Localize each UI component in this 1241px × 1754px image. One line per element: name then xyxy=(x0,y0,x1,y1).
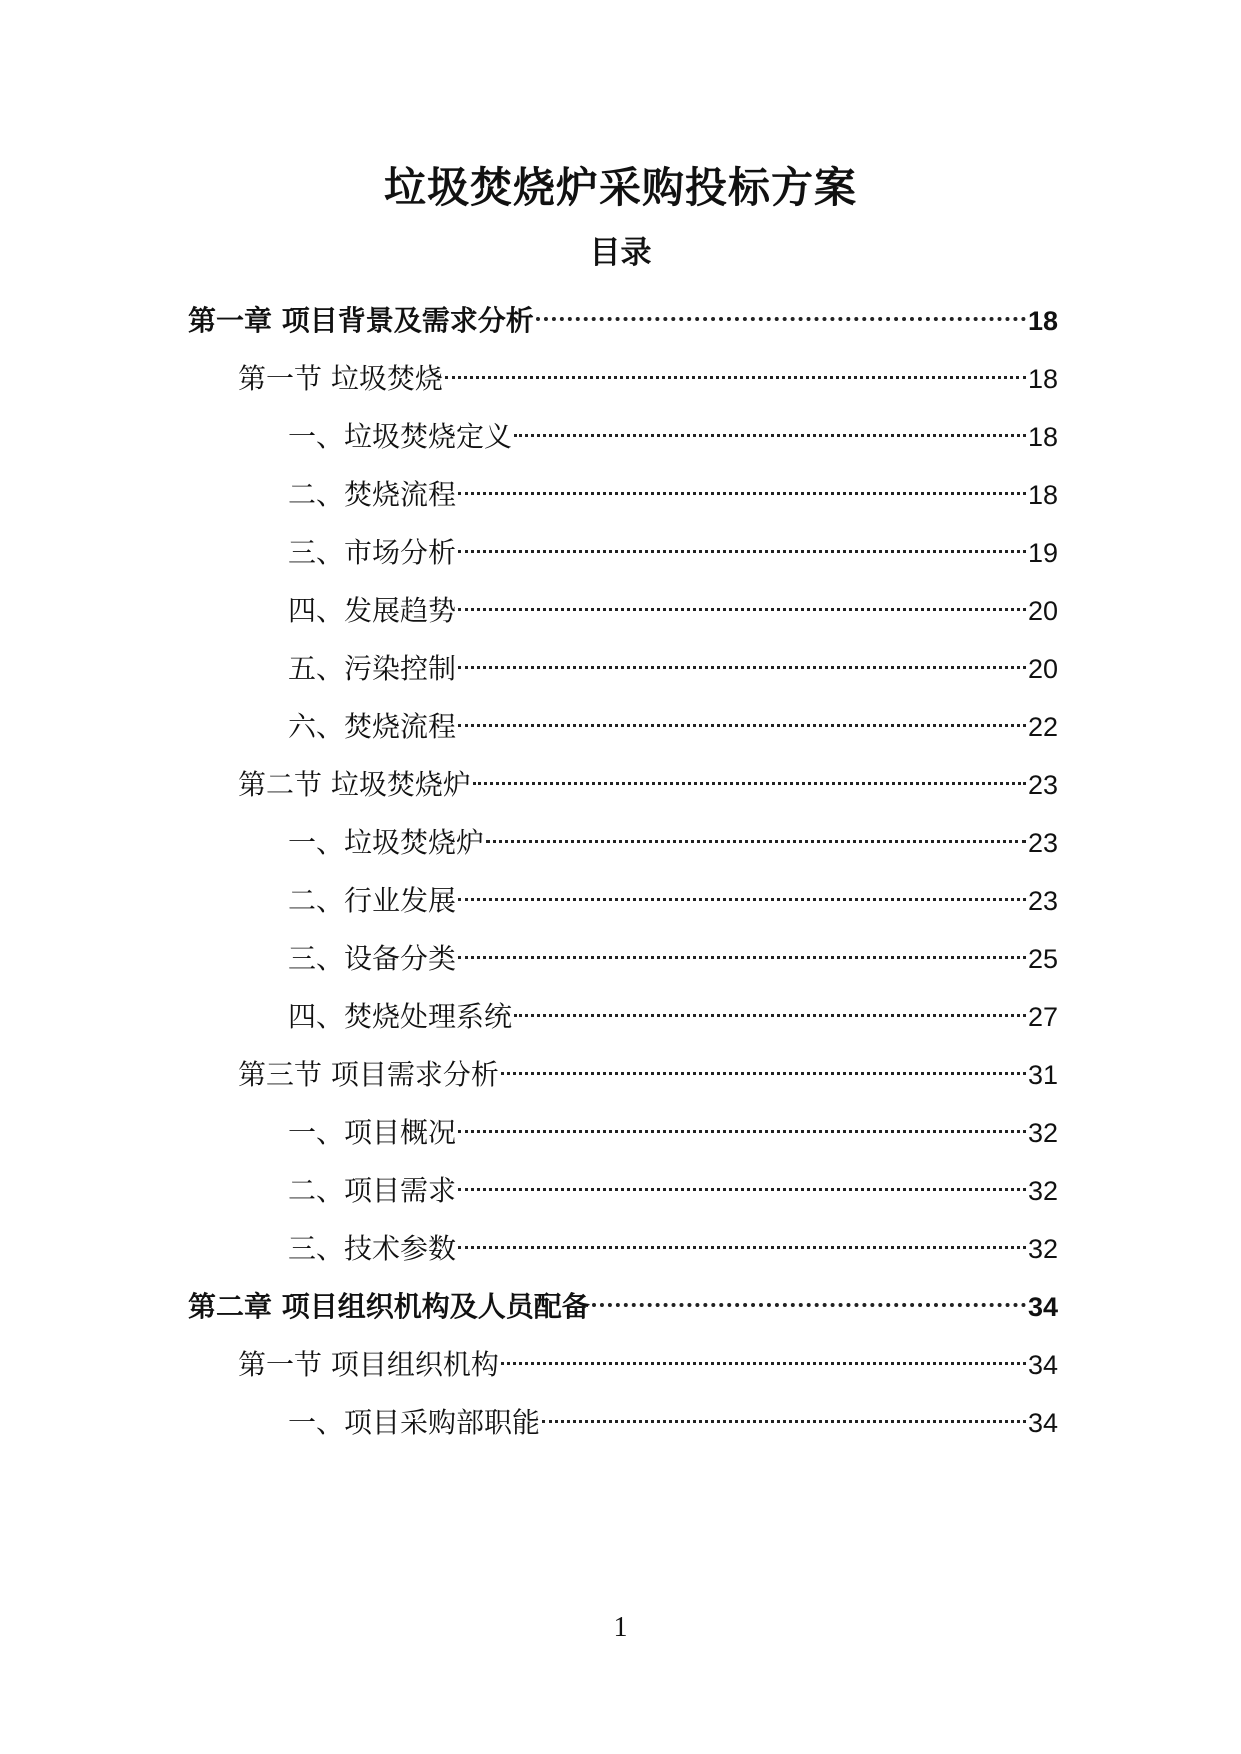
toc-dot-leader xyxy=(542,1420,1026,1423)
toc-entry-subsection[interactable] xyxy=(288,1167,1058,1215)
toc-entry-page: 18 xyxy=(1027,422,1058,452)
toc-entry-page: 23 xyxy=(1027,886,1058,916)
toc-entry-label: 第一节 垃圾焚烧 xyxy=(238,362,443,395)
toc-dot-leader xyxy=(458,1188,1026,1191)
toc-entry-subsection[interactable] xyxy=(288,1109,1058,1157)
toc-dot-leader xyxy=(445,376,1026,379)
toc-entry-subsection[interactable] xyxy=(288,1225,1058,1273)
toc-heading: 目录 xyxy=(589,235,652,271)
toc-entry-page: 34 xyxy=(1027,1292,1058,1322)
toc-entry-page: 32 xyxy=(1027,1234,1058,1264)
toc-entry-label: 第一章 项目背景及需求分析 xyxy=(188,304,534,337)
toc-entry-label: 二、行业发展 xyxy=(288,884,457,917)
toc-entry-page: 32 xyxy=(1027,1176,1058,1206)
toc-entry-page: 18 xyxy=(1027,306,1058,336)
toc-entry-subsection[interactable] xyxy=(288,993,1058,1041)
toc-dot-leader xyxy=(592,1303,1026,1307)
toc-entry-chapter[interactable] xyxy=(188,1283,1058,1331)
toc-entry-label: 五、污染控制 xyxy=(288,652,457,685)
toc-entry-page: 27 xyxy=(1027,1002,1058,1032)
toc-entry-label: 一、垃圾焚烧炉 xyxy=(288,826,485,859)
toc-entry-subsection[interactable] xyxy=(288,935,1058,983)
toc-entry-page: 25 xyxy=(1027,944,1058,974)
toc-entry-page: 18 xyxy=(1027,364,1058,394)
toc-entry-label: 六、焚烧流程 xyxy=(288,710,457,743)
page-number: 1 xyxy=(613,1612,628,1643)
toc-entry-section[interactable] xyxy=(238,1051,1058,1099)
toc-dot-leader xyxy=(458,724,1026,727)
toc-dot-leader xyxy=(458,956,1026,959)
toc-entry-page: 20 xyxy=(1027,654,1058,684)
toc-entry-label: 第二节 垃圾焚烧炉 xyxy=(238,768,471,801)
toc-entry-subsection[interactable] xyxy=(288,819,1058,867)
toc-entry-label: 第二章 项目组织机构及人员配备 xyxy=(188,1290,590,1323)
toc-dot-leader xyxy=(458,608,1026,611)
toc-dot-leader xyxy=(536,317,1026,321)
toc-entry-label: 第一节 项目组织机构 xyxy=(238,1348,499,1381)
toc-dot-leader xyxy=(514,1014,1026,1017)
toc-entry-label: 四、焚烧处理系统 xyxy=(288,1000,513,1033)
toc-entry-subsection[interactable] xyxy=(288,1399,1058,1447)
toc-entry-label: 四、发展趋势 xyxy=(288,594,457,627)
toc-dot-leader xyxy=(501,1072,1026,1075)
toc-entry-subsection[interactable] xyxy=(288,587,1058,635)
toc-entry-label: 一、项目概况 xyxy=(288,1116,457,1149)
toc-entry-section[interactable] xyxy=(238,761,1058,809)
toc-entry-page: 23 xyxy=(1027,770,1058,800)
toc-dot-leader xyxy=(458,550,1026,553)
toc-entry-label: 二、焚烧流程 xyxy=(288,478,457,511)
toc-entry-page: 32 xyxy=(1027,1118,1058,1148)
toc-entry-page: 20 xyxy=(1027,596,1058,626)
toc-entry-label: 一、垃圾焚烧定义 xyxy=(288,420,513,453)
toc-entry-page: 34 xyxy=(1027,1408,1058,1438)
toc-entry-chapter[interactable] xyxy=(188,297,1058,345)
document-title: 垃圾焚烧炉采购投标方案 xyxy=(383,163,857,212)
toc-entry-subsection[interactable] xyxy=(288,645,1058,693)
toc-dot-leader xyxy=(486,840,1026,843)
toc-entry-label: 三、设备分类 xyxy=(288,942,457,975)
toc-entry-label: 第三节 项目需求分析 xyxy=(238,1058,499,1091)
toc-entry-page: 34 xyxy=(1027,1350,1058,1380)
toc-entry-section[interactable] xyxy=(238,355,1058,403)
toc-entry-subsection[interactable] xyxy=(288,877,1058,925)
toc-entry-page: 19 xyxy=(1027,538,1058,568)
toc-dot-leader xyxy=(501,1362,1026,1365)
toc-entry-subsection[interactable] xyxy=(288,413,1058,461)
toc-entry-page: 23 xyxy=(1027,828,1058,858)
toc-dot-leader xyxy=(458,492,1026,495)
toc-entry-subsection[interactable] xyxy=(288,529,1058,577)
toc-entry-label: 三、技术参数 xyxy=(288,1232,457,1265)
toc-entry-subsection[interactable] xyxy=(288,471,1058,519)
toc-entry-label: 三、市场分析 xyxy=(288,536,457,569)
toc-dot-leader xyxy=(458,666,1026,669)
toc-dot-leader xyxy=(473,782,1026,785)
toc-entry-label: 一、项目采购部职能 xyxy=(288,1406,541,1439)
toc-entry-subsection[interactable] xyxy=(288,703,1058,751)
toc-entry-page: 22 xyxy=(1027,712,1058,742)
toc-dot-leader xyxy=(458,1130,1026,1133)
toc-dot-leader xyxy=(458,1246,1026,1249)
toc-entry-label: 二、项目需求 xyxy=(288,1174,457,1207)
toc-entry-section[interactable] xyxy=(238,1341,1058,1389)
toc-entry-page: 31 xyxy=(1027,1060,1058,1090)
toc-dot-leader xyxy=(458,898,1026,901)
toc-entry-page: 18 xyxy=(1027,480,1058,510)
toc-dot-leader xyxy=(514,434,1026,437)
